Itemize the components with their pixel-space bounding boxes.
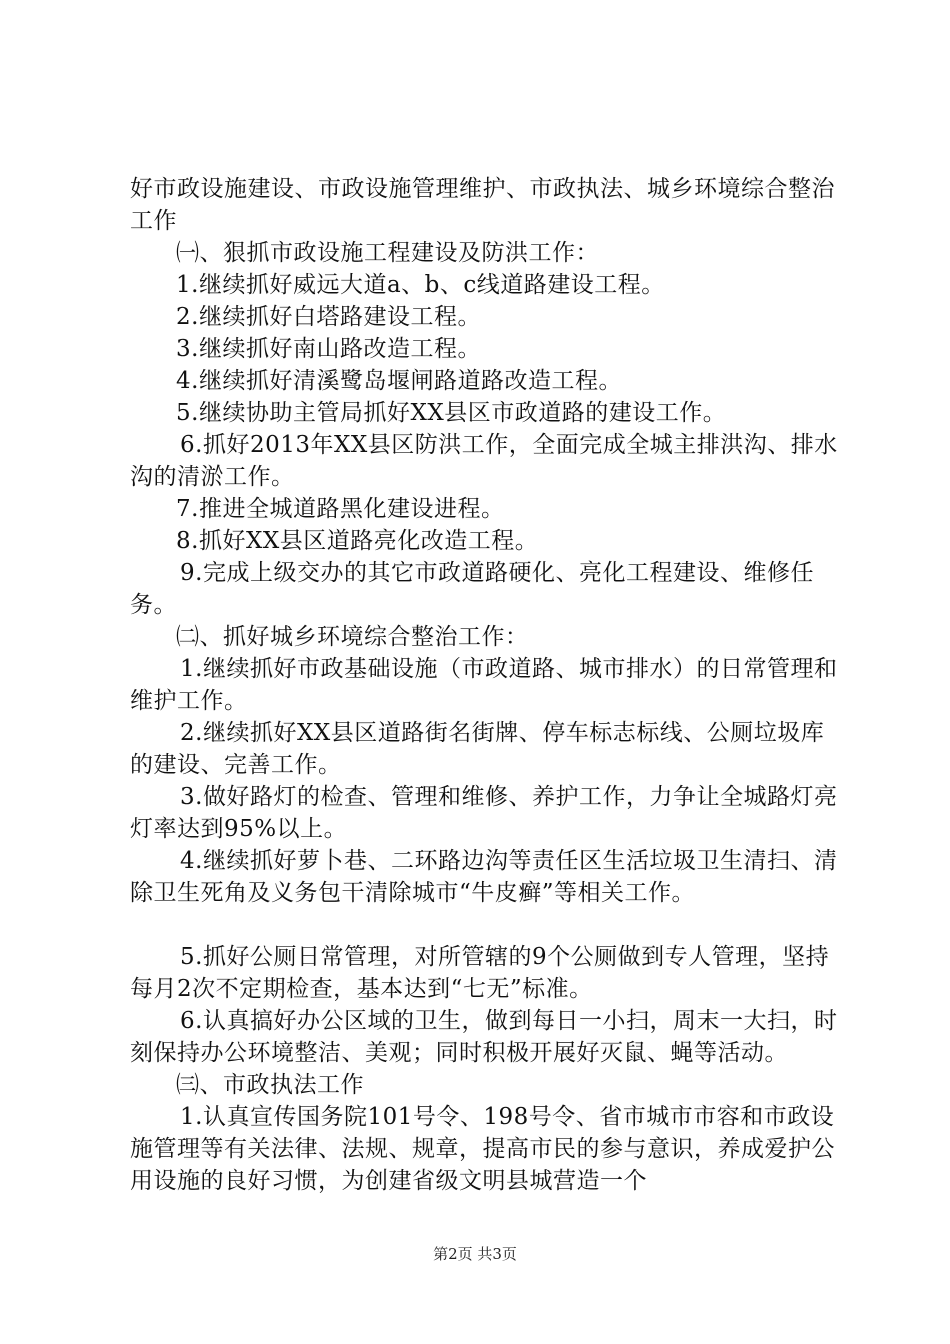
list-item: 2.继续抓好白塔路建设工程。 — [176, 304, 481, 330]
list-item: 2.继续抓好XX县区道路街名街牌、停车标志标线、公厕垃圾库的建设、完善工作。 — [130, 720, 825, 778]
list-item: 6.认真搞好办公区域的卫生，做到每日一小扫，周末一大扫，时刻保持办公环境整洁、美观；同时积极开展好灭鼠、蝇等活动。 — [130, 1008, 838, 1066]
paragraph-gap — [130, 909, 840, 941]
list-item: 7.推进全城道路黑化建设进程。 — [176, 496, 505, 522]
section-heading-1: ㈠、狠抓市政设施工程建设及防洪工作： — [176, 240, 599, 266]
list-item: 1.认真宣传国务院101号令、198号令、省市城市市容和市政设施管理等有关法律、法规、规章，提高市民的参与意识，养成爱护公用设施的良好习惯，为创建省级文明县城营造一个 — [130, 1104, 835, 1194]
list-item: 5.抓好公厕日常管理，对所管辖的9个公厕做到专人管理，坚持每月2次不定期检查，基本达到“七无”标准。 — [130, 944, 830, 1002]
list-item: 6.抓好2013年XX县区防洪工作，全面完成全城主排洪沟、排水沟的清淤工作。 — [130, 432, 838, 490]
list-item: 5.继续协助主管局抓好XX县区市政道路的建设工作。 — [176, 400, 727, 426]
list-item: 1.继续抓好市政基础设施（市政道路、城市排水）的日常管理和维护工作。 — [130, 656, 838, 714]
section-heading-3: ㈢、市政执法工作 — [176, 1072, 364, 1098]
list-item: 3.继续抓好南山路改造工程。 — [176, 336, 481, 362]
list-item: 8.抓好XX县区道路亮化改造工程。 — [176, 528, 539, 554]
list-item: 9.完成上级交办的其它市政道路硬化、亮化工程建设、维修任务。 — [130, 560, 814, 618]
paragraph-intro: 好市政设施建设、市政设施管理维护、市政执法、城乡环境综合整治工作 — [130, 176, 835, 234]
list-item: 1.继续抓好威远大道a、b、c线道路建设工程。 — [176, 272, 665, 298]
document-body — [130, 173, 840, 1197]
page-footer: 第2页 共3页 — [433, 1245, 517, 1263]
list-item: 3.做好路灯的检查、管理和维修、养护工作，力争让全城路灯亮灯率达到95%以上。 — [130, 784, 838, 842]
list-item: 4.继续抓好清溪鹭岛堰闸路道路改造工程。 — [176, 368, 622, 394]
list-item: 4.继续抓好萝卜巷、二环路边沟等责任区生活垃圾卫生清扫、清除卫生死角及义务包干清除城市“牛皮癣”等相关工作。 — [130, 848, 838, 906]
section-heading-2: ㈡、抓好城乡环境综合整治工作： — [176, 624, 529, 650]
